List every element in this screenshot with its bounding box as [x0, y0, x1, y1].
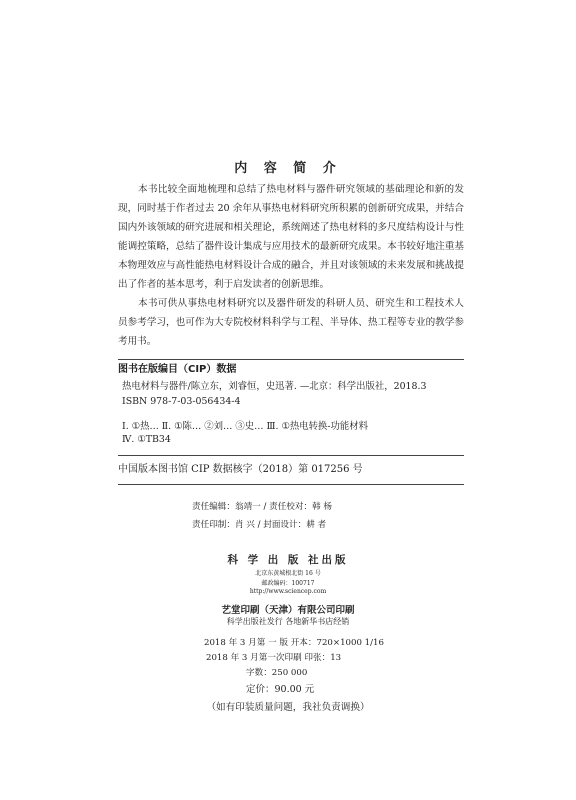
divider-middle [118, 455, 464, 456]
printing-info: 2018 年 3 月第一次印刷 印张：13 [206, 653, 342, 663]
cip-bibliographic-line: 热电材料与器件/陈立东，刘睿恒，史迅著. —北京：科学出版社，2018.3 [122, 381, 427, 392]
divider-bottom [118, 484, 464, 485]
production-credits: 责任印制：肖 兴 / 封面设计：耕 者 [192, 520, 327, 530]
cip-record-number: 中国版本图书馆 CIP 数据核字（2018）第 017256 号 [118, 464, 363, 475]
word-count: 字数：250 000 [246, 668, 308, 678]
cip-subject-line: Ⅰ. ①热… Ⅱ. ①陈… ②刘… ③史… Ⅲ. ①热电转换-功能材料 [122, 421, 369, 432]
publisher-url: http://www.sciencep.com [249, 588, 327, 595]
quality-note: （如有印装质量问题，我社负责调换） [206, 702, 370, 713]
edition-info: 2018 年 3 月第 一 版 开本：720×1000 1/16 [204, 638, 384, 648]
cip-classification: Ⅳ. ①TB34 [122, 434, 171, 445]
cip-heading: 图书在版编目（CIP）数据 [118, 364, 237, 375]
summary-paragraph-1: 本书比较全面地梳理和总结了热电材料与器件研究领域的基础理论和新的发现，同时基于作者过去 20 余年从事热电材料研究所积累的创新研究成果，并结合国内外该领域的研究进展和相关理论，系统阐述了热电材料的多尺度结构设计与性能调控策略，总结了器件设计集成与应用技术的最新研究成果。本书较好地注重基本物理效应与高性能热电材料设计合成的融合，并且对该领域的未来发展和挑战提出了作者的基本思考，利于启发读者的创新思维。 [118, 184, 464, 290]
section-title: 内 容 简 介 [234, 161, 342, 176]
editor-credits: 责任编辑：翁靖一 / 责任校对：韩 杨 [192, 502, 332, 512]
printer-name: 艺堂印刷（天津）有限公司印刷 [221, 605, 355, 616]
publisher-address: 北京东黄城根北街 16 号 [255, 570, 321, 577]
price: 定价：90.00 元 [246, 684, 315, 695]
publisher-zip: 邮政编码：100717 [261, 580, 315, 587]
distributor: 科学出版社发行 各地新华书店经销 [226, 617, 350, 626]
cip-isbn: ISBN 978-7-03-056434-4 [122, 396, 241, 407]
publisher-name: 科 学 出 版 社出版 [227, 554, 349, 566]
summary-paragraph-2: 本书可供从事热电材料研究以及器件研发的科研人员、研究生和工程技术人员参考学习，也可作为大专院校材料科学与工程、半导体、热工程等专业的教学参考用书。 [118, 298, 464, 347]
